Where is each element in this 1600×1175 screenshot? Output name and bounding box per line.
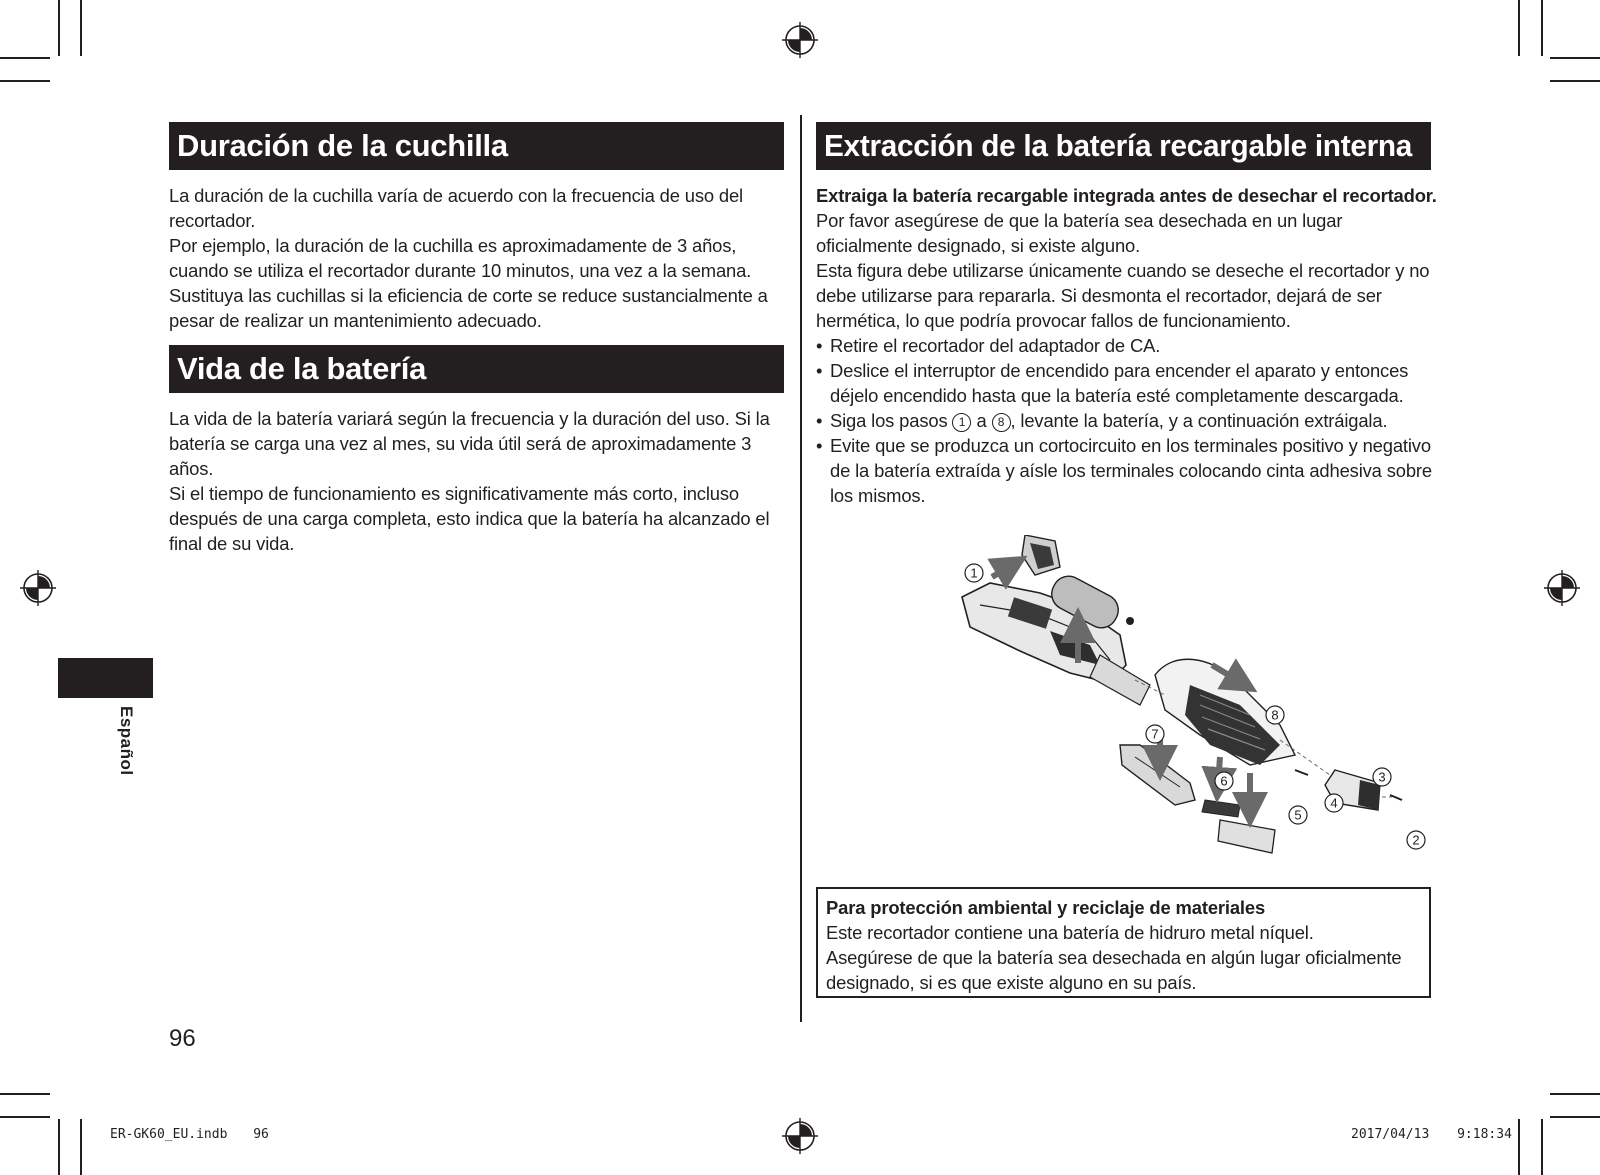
- callout-7: 7: [1151, 726, 1159, 742]
- page-number: 96: [169, 1025, 196, 1052]
- registration-mark-right: [1544, 570, 1580, 606]
- blade-life-text: [169, 183, 789, 333]
- callout-3: 3: [1378, 769, 1386, 785]
- language-tab: [58, 658, 153, 698]
- blade-life-heading: [169, 122, 784, 170]
- instruction-list: [816, 333, 1438, 508]
- paragraph: La vida de la batería variará según la frecuencia y la duración del uso. Si la batería se carga una vez al mes, su vida útil será de aproximadamente 3 años.: [169, 408, 770, 479]
- registration-mark-bottom: [782, 1118, 818, 1154]
- battery-removal-title: Extracción de la batería recargable interna: [824, 128, 1413, 163]
- callout-6: 6: [1220, 773, 1228, 789]
- list-item: • Retire el recortador del adaptador de CA.: [816, 333, 1438, 358]
- footer-time: 9:18:34: [1457, 1127, 1512, 1142]
- registration-mark-top: [782, 22, 818, 58]
- steps-connector: a: [976, 410, 987, 431]
- small-plate-parts: [1202, 800, 1275, 853]
- battery-removal-text: [816, 183, 1438, 508]
- print-footer-file: [110, 1127, 269, 1142]
- callout-8: 8: [1271, 707, 1279, 723]
- steps-prefix: Siga los pasos: [830, 410, 948, 431]
- paragraph: Esta figura debe utilizarse únicamente cuando se deseche el recortador y no debe utilizarse para repararla. Si desmonta el recortador, dejará de ser hermética, lo que podría provocar fallos de funcionamiento.: [816, 260, 1430, 331]
- step-1-marker: 1: [952, 413, 971, 432]
- callout-2: 2: [1412, 832, 1420, 848]
- callout-1: 1: [970, 565, 978, 581]
- battery-removal-heading: [816, 122, 1431, 170]
- paragraph: Por ejemplo, la duración de la cuchilla es aproximadamente de 3 años, cuando se utiliza el recortador durante 10 minutos, una vez a la semana.: [169, 235, 752, 281]
- paragraph: Por favor asegúrese de que la batería sea desechada en un lugar oficialmente designado, si existe alguno.: [816, 210, 1343, 256]
- environmental-notice-box: [816, 887, 1431, 998]
- footer-file-name: ER-GK60_EU.indb: [110, 1127, 228, 1142]
- step-8-marker: 8: [992, 413, 1011, 432]
- language-tab-label: Español: [117, 706, 136, 776]
- footer-page: 96: [253, 1127, 269, 1142]
- disassembly-illustration: [950, 535, 1440, 875]
- battery-life-heading: [169, 345, 784, 393]
- environmental-notice-line: Este recortador contiene una batería de hidruro metal níquel.: [826, 922, 1314, 943]
- registration-mark-left: [20, 570, 56, 606]
- bold-intro: Extraiga la batería recargable integrada antes de desechar el recortador.: [816, 185, 1437, 206]
- list-item: • Deslice el interruptor de encendido para encender el aparato y entonces déjelo encendido hasta que la batería esté completamente descargada.: [816, 358, 1438, 408]
- environmental-notice-title: Para protección ambiental y reciclaje de materiales: [826, 897, 1266, 918]
- callout-4: 4: [1330, 795, 1338, 811]
- paragraph: Sustituya las cuchillas si la eficiencia de corte se reduce sustancialmente a pesar de realizar un mantenimiento adecuado.: [169, 285, 768, 331]
- environmental-notice-line: Asegúrese de que la batería sea desechada en algún lugar oficialmente designado, si es que existe alguno en su país.: [826, 947, 1402, 993]
- print-footer-timestamp: [1351, 1127, 1512, 1142]
- trimmer-cap-part: [1022, 535, 1060, 575]
- list-item: [816, 408, 1438, 433]
- steps-suffix: , levante la batería, y a continuación extráigala.: [1010, 410, 1388, 431]
- paragraph: Si el tiempo de funcionamiento es significativamente más corto, incluso después de una carga completa, esto indica que la batería ha alcanzado el final de su vida.: [169, 483, 770, 554]
- callout-5: 5: [1294, 807, 1302, 823]
- column-divider: [800, 115, 802, 1022]
- battery-life-title: Vida de la batería: [177, 351, 427, 386]
- blade-life-title: Duración de la cuchilla: [177, 128, 508, 163]
- paragraph: La duración de la cuchilla varía de acuerdo con la frecuencia de uso del recortador.: [169, 185, 743, 231]
- footer-date: 2017/04/13: [1351, 1127, 1430, 1142]
- list-item: • Evite que se produzca un cortocircuito en los terminales positivo y negativo de la batería extraída y aísle los terminales colocando cinta adhesiva sobre los mismos.: [816, 433, 1438, 508]
- battery-life-text: [169, 406, 789, 556]
